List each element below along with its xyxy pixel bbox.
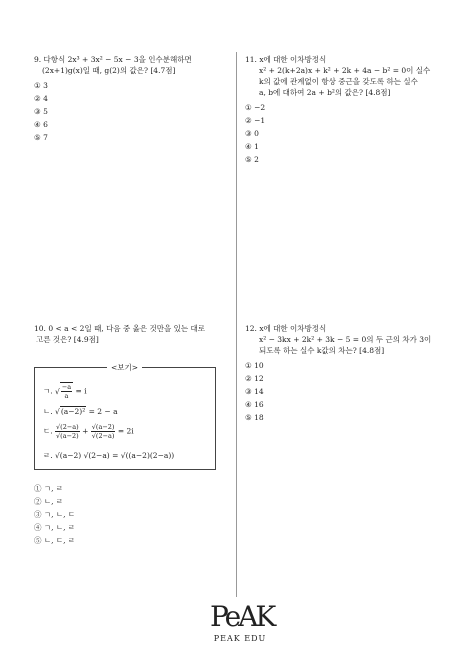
question-10-stem (34, 323, 229, 345)
stem-text: x² + 2(k+2a)x + k² + 2k + 4a − b² = 0이 실수 (259, 66, 431, 75)
bogi-label: ㄹ. (43, 451, 53, 460)
question-number: 10. (34, 324, 46, 333)
plus: + (82, 426, 89, 436)
peak-logo (210, 600, 274, 643)
question-9-stem (34, 54, 229, 76)
choice[interactable]: ① 10 (245, 361, 264, 370)
stem-text: 0 < a < 2일 때, 다음 중 옳은 것만을 있는 대로 (48, 324, 205, 333)
denominator: a (64, 392, 69, 400)
stem-text: 되도록 하는 실수 k값의 차는? [4.8점] (259, 346, 385, 355)
choice[interactable]: ③ 5 (34, 107, 48, 116)
question-number: 12. (245, 324, 257, 333)
choice[interactable]: ② ㄴ, ㄹ (34, 497, 64, 506)
question-10-choices (34, 483, 229, 548)
question-11-choices (245, 102, 445, 167)
bogi-label: ㄴ. (43, 407, 53, 416)
bogi-label: ㄷ. (43, 426, 53, 436)
denominator: √(2−a) (91, 432, 115, 440)
numerator: √(a−2) (91, 423, 115, 431)
stem-text: 다항식 2x³ + 3x² − 5x − 3을 인수분해하면 (43, 55, 192, 64)
stem-text: x에 대한 이차방정식 (259, 324, 327, 333)
choice[interactable]: ③ 0 (245, 129, 259, 138)
question-number: 9. (34, 55, 42, 64)
choice[interactable]: ② 12 (245, 374, 264, 383)
radicand: (a−2)² (60, 407, 86, 416)
choice[interactable]: ④ 6 (34, 120, 48, 129)
denominator: √(a−2) (56, 432, 79, 440)
stem-text: a, b에 대하여 2a + b²의 값은? [4.8점] (259, 88, 391, 97)
numerator: −a (61, 383, 72, 391)
question-11-stem (245, 54, 445, 98)
choice[interactable]: ② −1 (245, 116, 266, 125)
bogi-item-4 (43, 450, 174, 461)
question-number: 11. (245, 55, 257, 64)
question-10 (34, 323, 229, 349)
choice[interactable]: ③ 14 (245, 387, 264, 396)
choice[interactable]: ④ 16 (245, 400, 264, 409)
choice[interactable]: ⑤ 2 (245, 155, 259, 164)
rhs: = i (75, 386, 87, 396)
numerator: √(2−a) (56, 423, 79, 431)
rhs: = 2 − a (88, 407, 118, 416)
column-divider (236, 52, 237, 597)
choice[interactable]: ① ㄱ, ㄹ (34, 484, 64, 493)
bogi-item-3 (43, 423, 134, 440)
choice[interactable]: ② 4 (34, 94, 48, 103)
bogi-item-1: ㄱ. √ $\frac{-a}{a}$ = i (43, 383, 87, 400)
choice[interactable]: ④ ㄱ, ㄴ, ㄹ (34, 523, 76, 532)
choice[interactable]: ① −2 (245, 103, 266, 112)
bogi-label: ㄱ. (43, 386, 53, 396)
choice[interactable]: ⑤ ㄴ, ㄷ, ㄹ (34, 536, 76, 545)
choice[interactable]: ⑤ 18 (245, 413, 264, 422)
stem-text: x² − 3kx + 2k² + 3k − 5 = 0의 두 근의 차가 3이 (259, 335, 432, 344)
question-9 (34, 54, 229, 145)
bogi-box (34, 363, 216, 470)
rhs: = 2i (117, 426, 134, 436)
expression: √(a−2) √(2−a) = √((a−2)(2−a)) (55, 451, 175, 460)
choice[interactable]: ④ 1 (245, 142, 259, 151)
question-12-stem (245, 323, 445, 356)
logo-mark: PeAK (210, 600, 274, 633)
choice[interactable]: ⑤ 7 (34, 133, 48, 142)
logo-text: PEAK EDU (213, 634, 267, 643)
question-9-choices (34, 80, 229, 145)
question-11 (245, 54, 445, 167)
stem-text: x에 대한 이차방정식 (259, 55, 327, 64)
stem-text: (2x+1)g(x)일 때, g(2)의 값은? [4.7점] (42, 66, 176, 75)
question-12 (245, 323, 445, 425)
bogi-title: <보기> (107, 362, 142, 373)
choice[interactable]: ③ ㄱ, ㄴ, ㄷ (34, 510, 76, 519)
choice[interactable]: ① 3 (34, 81, 48, 90)
stem-text: 고른 것은? [4.9점] (36, 335, 99, 344)
question-12-choices (245, 360, 445, 425)
bogi-item-2: ㄴ. √(a−2)² = 2 − a (43, 407, 118, 416)
stem-text: k의 값에 관계없이 항상 중근을 갖도록 하는 실수 (259, 77, 418, 86)
